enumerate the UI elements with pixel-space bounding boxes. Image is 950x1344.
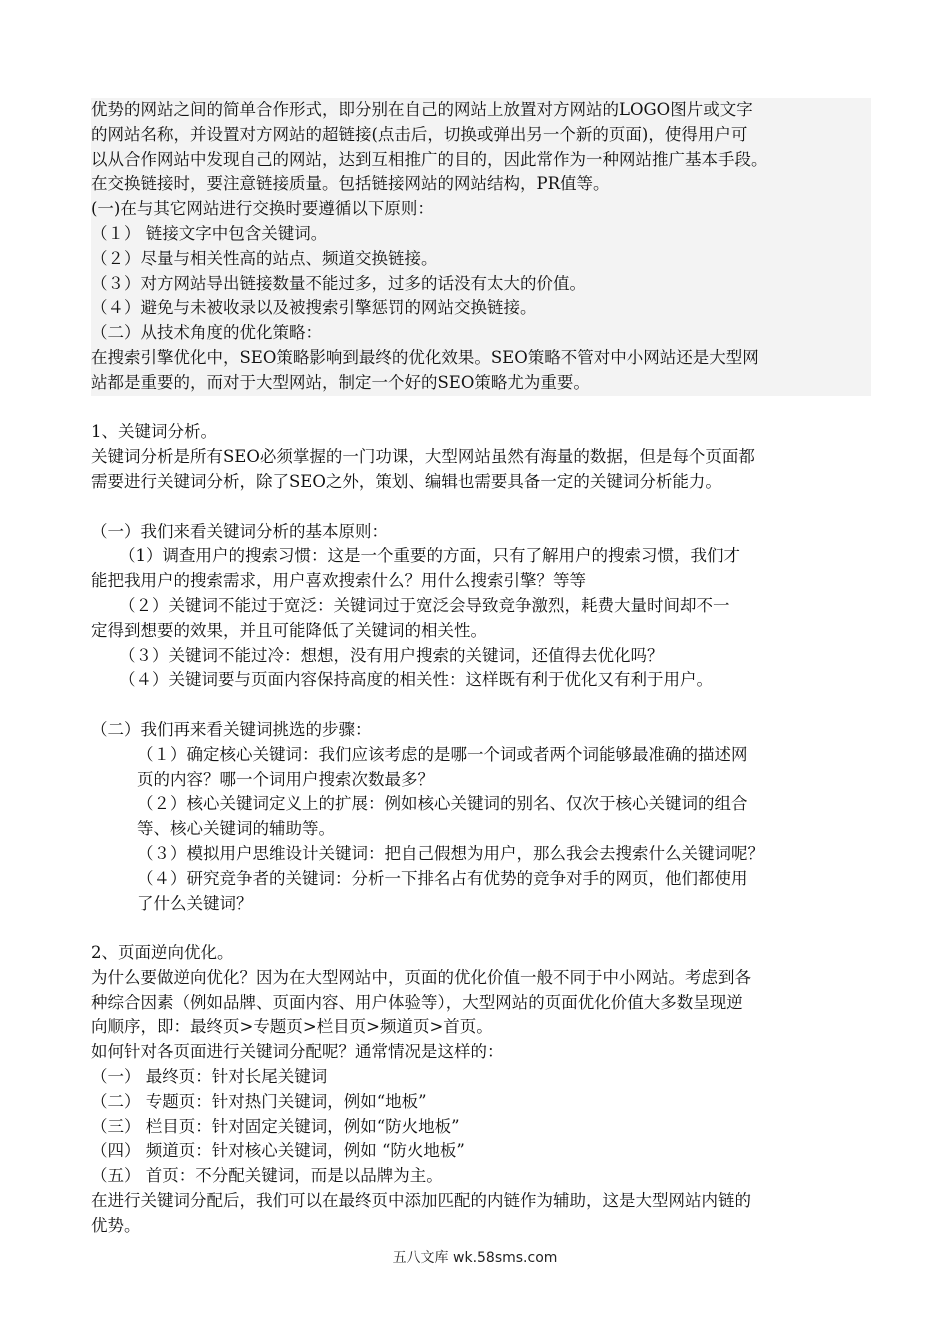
list-item: （４）关键词要与页面内容保持高度的相关性：这样既有利于优化又有利于用户。 [119, 670, 713, 690]
text-line: 需要进行关键词分析，除了SEO之外，策划、编辑也需要具备一定的关键词分析能力。 [91, 471, 722, 491]
text-line: 如何针对各页面进行关键词分配呢？通常情况是这样的： [91, 1042, 504, 1062]
text-line: （１） 链接文字中包含关键词。 [91, 222, 871, 247]
text-line: 种综合因素（例如品牌、页面内容、用户体验等），大型网站的页面优化价值大多数呈现逆 [91, 992, 743, 1012]
list-item: （３）关键词不能过冷：想想，没有用户搜索的关键词，还值得去优化吗？ [119, 645, 664, 665]
text-line: 在进行关键词分配后，我们可以在最终页中添加匹配的内链作为辅助，这是大型网站内链的 [91, 1191, 751, 1211]
text-line: 向顺序，即：最终页>专题页>栏目页>频道页>首页。 [91, 1017, 493, 1037]
subsection-title: （二）我们再来看关键词挑选的步骤： [91, 719, 372, 739]
list-item: （1）调查用户的搜索习惯：这是一个重要的方面，只有了解用户的搜索习惯，我们才 [119, 546, 740, 566]
text-line: （３）对方网站导出链接数量不能过多，过多的话没有太大的价值。 [91, 272, 871, 297]
text-line: 为什么要做逆向优化？因为在大型网站中，页面的优化价值一般不同于中小网站。考虑到各 [91, 967, 751, 987]
list-item: （２）核心关键词定义上的扩展：例如核心关键词的别名、仅次于核心关键词的组合 [137, 794, 748, 814]
list-item: （４）研究竞争者的关键词：分析一下排名占有优势的竞争对手的网页，他们都使用 [137, 868, 748, 888]
spacer [91, 916, 871, 941]
text-line: 在搜索引擎优化中，SEO策略影响到最终的优化效果。SEO策略不管对中小网站还是大型网 [91, 346, 871, 371]
text-line: 优势。 [91, 1215, 141, 1235]
text-line: 的网站名称，并设置对方网站的超链接(点击后，切换或弹出另一个新的页面)，使得用户可 [91, 123, 871, 148]
text-line: 站都是重要的，而对于大型网站，制定一个好的SEO策略尤为重要。 [91, 371, 871, 396]
text-line: 在交换链接时，要注意链接质量。包括链接网站的网站结构，PR值等。 [91, 172, 871, 197]
text-line: 优势的网站之间的简单合作形式，即分别在自己的网站上放置对方网站的LOGO图片或文字 [91, 98, 871, 123]
document-body [91, 98, 871, 1239]
spacer [91, 693, 871, 718]
spacer [91, 495, 871, 520]
subsection-title: （一）我们来看关键词分析的基本原则： [91, 521, 388, 541]
list-item: （四） 频道页：针对核心关键词，例如 “防火地板” [91, 1141, 465, 1161]
text-line: （４）避免与未被收录以及被搜索引擎惩罚的网站交换链接。 [91, 296, 871, 321]
list-item: （一） 最终页：针对长尾关键词 [91, 1067, 328, 1087]
section-heading: 2、页面逆向优化。 [91, 943, 234, 963]
list-item: （三） 栏目页：针对固定关键词，例如“防火地板” [91, 1116, 460, 1136]
text-line: （２）尽量与相关性高的站点、频道交换链接。 [91, 247, 871, 272]
text-line: 页的内容？哪一个词用户搜索次数最多？ [137, 769, 434, 789]
text-line: (一)在与其它网站进行交换时要遵循以下原则： [91, 197, 871, 222]
text-line: 等、核心关键词的辅助等。 [137, 819, 335, 839]
spacer [91, 396, 871, 421]
text-line: （二）从技术角度的优化策略： [91, 321, 871, 346]
text-line: 了什么关键词？ [137, 893, 253, 913]
text-line: 关键词分析是所有SEO必须掌握的一门功课，大型网站虽然有海量的数据，但是每个页面都 [91, 447, 755, 467]
list-item: （２）关键词不能过于宽泛：关键词过于宽泛会导致竞争激烈，耗费大量时间却不一 [119, 595, 730, 615]
section-heading: 1、关键词分析。 [91, 422, 217, 442]
text-line: 定得到想要的效果，并且可能降低了关键词的相关性。 [91, 620, 487, 640]
list-item: （二） 专题页：针对热门关键词，例如“地板” [91, 1091, 427, 1111]
list-item: （五） 首页：不分配关键词，而是以品牌为主。 [91, 1166, 443, 1186]
text-line: 以从合作网站中发现自己的网站，达到互相推广的目的，因此常作为一种网站推广基本手段。 [91, 148, 871, 173]
footer-watermark: 五八文库 wk.58sms.com [392, 1250, 558, 1266]
text-line: 能把我用户的搜索需求，用户喜欢搜索什么？用什么搜索引擎？等等 [91, 571, 586, 591]
list-item: （１）确定核心关键词：我们应该考虑的是哪一个词或者两个词能够最准确的描述网 [137, 744, 748, 764]
list-item: （３）模拟用户思维设计关键词：把自己假想为用户，那么我会去搜索什么关键词呢？ [137, 843, 764, 863]
